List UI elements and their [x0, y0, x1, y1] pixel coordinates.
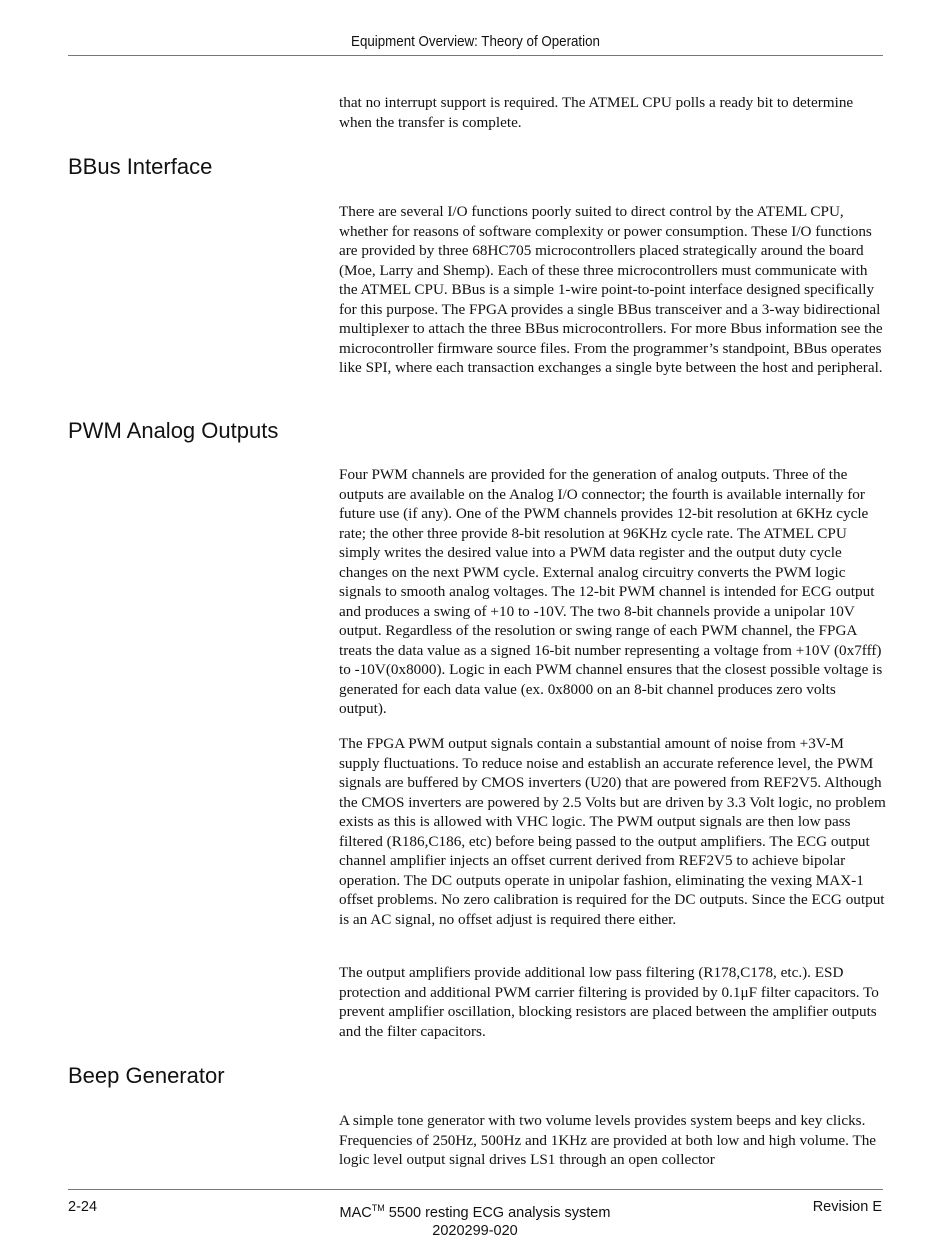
page-header-title: Equipment Overview: Theory of Operation [351, 34, 600, 50]
section-heading-beep-generator: Beep Generator [68, 1063, 225, 1088]
footer-revision: Revision E [812, 1199, 882, 1215]
section-heading-pwm-analog-outputs: PWM Analog Outputs [68, 418, 279, 443]
pwm-paragraph-1: Four PWM channels are provided for the generation of analog outputs. Three of the outputs are available on the Analog I/O connector; the fourth is available internally for future use (if any). One of the PWM channels provides 12-bit resolution at 6KHz cycle rate; the other three provide 8-bit resolution at 96KHz cycle rate. The ATMEL CPU simply writes the desired value into a PWM data register and the output duty cycle changes on the next PWM cycle. External analog circuitry converts the PWM logic signals to smooth analog voltages. The 12-bit PWM channel is intended for ECG output and produces a swing of +10 to -10V. The two 8-bit channels provide a unipolar 10V output. Regardless of the resolution or swing range of each PWM channel, the FPGA treats the data value as a signed 16-bit number representing a voltage from +10V (0x7fff) to -10V(0x8000). Logic in each PWM channel ensures that the closest possible voltage is generated for each data value (ex. 0x8000 on an 8-bit channel produces zero volts output). [339, 466, 883, 717]
footer-trademark: TM [371, 1203, 385, 1213]
footer-product-prefix: MAC [339, 1204, 372, 1221]
pwm-paragraph-3: The output amplifiers provide additional low pass filtering (R178,C178, etc.). ESD protection and additional PWM carrier filtering is provided by 0.1μF filter capacitors. To prevent amplifier oscillation, blocking resistors are placed between the amplifier outputs and the filter capacitors. [339, 964, 879, 1040]
footer-document-number: 2020299-020 [432, 1222, 518, 1239]
intro-paragraph: that no interrupt support is required. The ATMEL CPU polls a ready bit to determine when the transfer is complete. [339, 94, 854, 131]
section-heading-bbus-interface: BBus Interface [68, 154, 213, 179]
bbus-paragraph-1: There are several I/O functions poorly suited to direct control by the ATEML CPU, whether for reasons of software complexity or power consumption. These I/O functions are provided by three 68HC705 microcontrollers placed strategically around the board (Moe, Larry and Shemp). Each of these three microcontrollers must communicate with the ATMEL CPU. BBus is a simple 1-wire point-to-point interface designed specifically for this purpose. The FPGA provides a single BBus transceiver and a 3-way bidirectional multiplexer to attach the three BBus microcontrollers. For more Bbus information see the microcontroller firmware source files. From the programmer’s standpoint, BBus operates like SPI, where each transaction exchanges a single byte between the host and peripheral. [339, 203, 883, 376]
footer-rule [68, 1189, 883, 1190]
footer-product-info [290, 1199, 660, 1240]
footer-page-number: 2-24 [68, 1199, 98, 1215]
header-rule [68, 55, 883, 56]
beep-paragraph-1: A simple tone generator with two volume levels provides system beeps and key clicks. Frequencies of 250Hz, 500Hz and 1KHz are provided at both low and high volume. The logic level output signal drives LS1 through an open collector [339, 1112, 877, 1168]
footer-product-suffix: 5500 resting ECG analysis system [384, 1204, 611, 1221]
pwm-paragraph-2: The FPGA PWM output signals contain a substantial amount of noise from +3V-M supply fluctuations. To reduce noise and establish an accurate reference level, the PWM signals are buffered by CMOS inverters (U20) that are powered from REF2V5. Although the CMOS inverters are powered by 2.5 Volts but are driven by 3.3 Volt logic, no problem exists as this is allowed with VHC logic. The PWM output signals are then low pass filtered (R186,C186, etc) before being passed to the output amplifiers. The ECG output channel amplifier injects an offset current derived from REF2V5 to achieve bipolar operation. The DC outputs operate in unipolar fashion, eliminating the vexing MAX-1 offset problems. No zero calibration is required for the DC outputs. Since the ECG output is an AC signal, no offset adjust is required there either. [339, 735, 886, 928]
footer-product-line [290, 1199, 660, 1222]
